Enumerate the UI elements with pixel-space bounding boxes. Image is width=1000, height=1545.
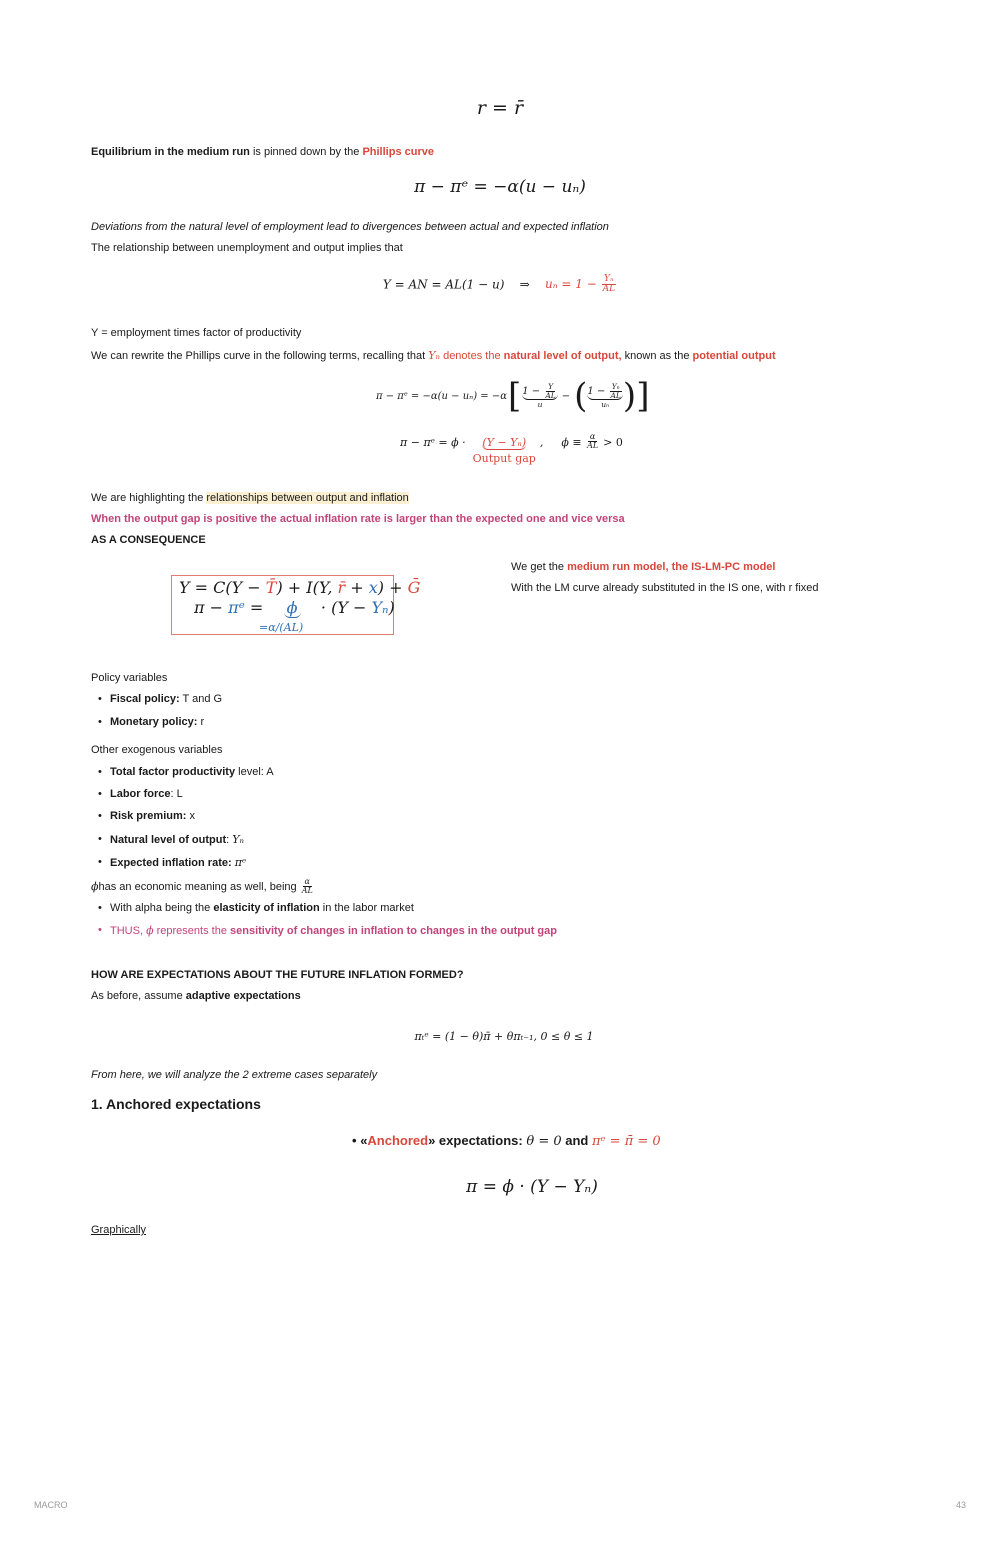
right-paren: ) — [622, 376, 637, 416]
numerator: α — [589, 432, 596, 441]
list-item-risk — [110, 810, 195, 822]
term: ) — [388, 598, 395, 617]
underbrace-u — [522, 383, 558, 401]
output-gap-term: (Y − Yₙ) — [482, 436, 527, 449]
footer-left: MACRO — [34, 1500, 68, 1510]
phi-symbol: ϕ — [146, 924, 154, 937]
rate-symbol: r̄ — [337, 578, 346, 597]
term: π − — [194, 598, 229, 617]
output-gap-label: Output gap — [472, 452, 536, 465]
paragraph-adaptive — [91, 990, 301, 1002]
underbrace-un — [587, 383, 623, 401]
denominator: AL — [301, 886, 313, 896]
underbrace-label: u — [537, 400, 543, 410]
term: ) + — [377, 578, 408, 597]
numerator: α — [304, 877, 310, 886]
list-item-expected-inflation — [110, 856, 246, 869]
equation-r-fixed: r = r̄ — [476, 97, 524, 119]
natural-unemployment-eq — [545, 274, 617, 295]
equation-left: Y = AN = AL(1 − u) — [382, 277, 505, 292]
left-paren: ( — [574, 376, 588, 416]
greater-than-zero: > 0 — [603, 436, 623, 449]
text: THUS, — [110, 925, 147, 937]
text: in the labor market — [319, 902, 414, 914]
paragraph-equilibrium — [91, 146, 434, 158]
fraction — [300, 878, 315, 896]
text: known as the — [621, 350, 693, 362]
text: With alpha being the — [110, 902, 214, 914]
math-symbol: Yₙ — [232, 833, 244, 846]
equation-output-employment — [0, 275, 1000, 295]
bullet-dot: • — [98, 833, 102, 845]
right-bracket: ] — [636, 376, 650, 416]
text: level: A — [235, 766, 274, 778]
equation-output-gap — [400, 433, 623, 465]
text: We can rewrite the Phillips curve in the following terms, recalling that — [91, 350, 429, 362]
list-item-fiscal — [110, 693, 222, 705]
term: ) + I(Y, — [276, 578, 338, 597]
denominator: AL — [602, 284, 616, 295]
text: We get the — [511, 561, 568, 573]
paragraph-employment-productivity: Y = employment times factor of productivity — [91, 327, 302, 339]
list-item-alpha — [110, 902, 414, 914]
bullet-dot: • — [98, 810, 102, 822]
text: r — [197, 716, 205, 728]
side-note-lm: With the LM curve already substituted in the IS one, with r fixed — [511, 582, 819, 594]
bullet-dot: • — [98, 924, 102, 936]
eq-lhs: uₙ = 1 − — [545, 277, 597, 292]
paragraph-from-here: From here, we will analyze the 2 extreme cases separately — [91, 1069, 378, 1081]
anchored-expectations-line — [352, 1133, 661, 1149]
highlighted-text: relationships between output and inflation — [206, 492, 409, 504]
equation-phillips-curve: π − πᵉ = −α(u − uₙ) — [414, 177, 586, 197]
text: T and G — [179, 693, 223, 705]
policy-title: Policy variables — [91, 672, 168, 684]
bullet-dot: • — [98, 716, 102, 728]
underbrace-label: uₙ — [601, 400, 610, 410]
bullet-dot: • — [352, 1133, 357, 1148]
expected-inflation-condition: πᵉ = π̄ = 0 — [591, 1134, 661, 1149]
fraction — [543, 383, 557, 400]
bold-text: Equilibrium in the medium run — [91, 146, 250, 158]
page-number: 43 — [955, 1500, 966, 1510]
term: 1 − — [587, 385, 606, 397]
left-bracket: [ — [507, 376, 522, 416]
list-item-labor — [110, 788, 183, 800]
exogenous-title: Other exogenous variables — [91, 744, 223, 756]
equation-phillips-rewritten — [376, 376, 649, 416]
potential-output-symbol: Yₙ — [428, 349, 441, 362]
paragraph-highlighting — [91, 492, 409, 504]
quote-open: « — [360, 1133, 368, 1148]
phillips-curve-link-text: Phillips curve — [362, 146, 434, 158]
paragraph-output-gap-positive: When the output gap is positive the actual inflation rate is larger than the expected one and vice versa — [91, 513, 625, 525]
government-spending-symbol: Ḡ — [407, 578, 421, 597]
bold-text: Natural level of output — [110, 834, 227, 846]
list-item-tfp — [110, 766, 274, 778]
list-item-natural-output — [110, 833, 244, 846]
section-heading-anchored: 1. Anchored expectations — [91, 1096, 261, 1112]
expected-inflation-symbol: πᵉ — [228, 598, 245, 617]
phi-definition: ϕ ≡ — [561, 436, 582, 449]
is-equation — [179, 578, 420, 597]
text: We are highlighting the — [91, 492, 207, 504]
anchored-word: Anchored — [367, 1133, 429, 1148]
bullet-dot: • — [98, 856, 102, 868]
group-un — [587, 383, 623, 410]
term: · (Y − — [320, 598, 372, 617]
bold-text: Risk premium: — [110, 810, 187, 822]
paragraph-phi-meaning — [91, 878, 315, 896]
minus: − — [561, 390, 571, 402]
bold-text: Fiscal policy: — [110, 693, 180, 705]
numerator: Yₙ — [604, 274, 614, 284]
bold-text: potential output — [692, 350, 776, 362]
side-note-model — [511, 561, 775, 573]
implies-arrow: ⇒ — [519, 277, 530, 292]
model-name: medium run model, the IS-LM-PC model — [567, 561, 776, 573]
text: » expectations: — [428, 1133, 527, 1148]
numerator: Y — [548, 381, 554, 391]
bullet-dot: • — [98, 766, 102, 778]
bold-text: natural level of output, — [503, 350, 622, 362]
paragraph-relationship: The relationship between unemployment and output implies that — [91, 242, 403, 254]
text: : L — [170, 788, 183, 800]
phi-symbol: ϕ — [284, 598, 301, 618]
denominator: AL — [545, 390, 556, 400]
heading-expectations: HOW ARE EXPECTATIONS ABOUT THE FUTURE INFLATION FORMED? — [91, 969, 464, 981]
bold-text: Monetary policy: — [110, 716, 198, 728]
bold-text: Labor force — [110, 788, 171, 800]
term: 1 − — [522, 385, 541, 397]
phi-underbrace-label: =α/(AL) — [259, 621, 304, 634]
math-symbol: πᵉ — [234, 856, 247, 869]
plus: + — [345, 578, 369, 597]
fraction — [609, 383, 623, 400]
term: = — [244, 598, 269, 617]
text: represents the — [153, 925, 230, 937]
eq-lhs: π − πᵉ = −α(u − uₙ) = −α — [376, 390, 507, 402]
bold-text: Total factor productivity — [110, 766, 236, 778]
eq-lhs: π − πᵉ = ϕ · — [400, 436, 466, 449]
risk-premium-symbol: x — [368, 578, 378, 597]
text: x — [186, 810, 195, 822]
text: and — [561, 1133, 592, 1148]
output-gap-group — [473, 433, 536, 465]
comma: , — [539, 436, 544, 449]
bold-text: elasticity of inflation — [213, 902, 320, 914]
bullet-dot: • — [98, 693, 102, 705]
bold-text: sensitivity of changes in inflation to changes in the output gap — [230, 925, 557, 937]
term: Y = C(Y − — [179, 578, 266, 597]
heading-consequence: AS A CONSEQUENCE — [91, 534, 206, 546]
taxes-symbol: T̄ — [265, 578, 277, 597]
text: As before, assume — [91, 990, 186, 1002]
potential-output-symbol: Yₙ — [371, 598, 389, 617]
group-u — [522, 383, 558, 410]
text: has an economic meaning as well, being — [98, 880, 297, 893]
pc-equation — [194, 598, 395, 618]
text: is pinned down by the — [249, 146, 363, 158]
paragraph-deviations: Deviations from the natural level of employment lead to divergences between actual and expected inflation — [91, 221, 609, 233]
paragraph-rewrite — [91, 349, 776, 362]
phi-symbol: ϕ — [91, 880, 99, 894]
fraction — [601, 275, 617, 295]
list-item-phi-sensitivity — [110, 924, 557, 937]
equation-adaptive-expectations: πₜᵉ = (1 − θ)π̄ + θπₜ₋₁, 0 ≤ θ ≤ 1 — [414, 1030, 594, 1043]
bold-text: adaptive expectations — [185, 990, 301, 1002]
bullet-dot: • — [98, 788, 102, 800]
fraction — [585, 433, 600, 451]
denominator: AL — [587, 441, 599, 451]
theta-condition: θ = 0 — [526, 1134, 562, 1149]
equation-anchored-pc: π = ϕ · (Y − Yₙ) — [466, 1177, 598, 1197]
numerator: Yₙ — [611, 381, 620, 391]
bullet-dot: • — [98, 902, 102, 914]
text: denotes the — [440, 350, 504, 362]
text: : — [226, 834, 233, 846]
graphically-link: Graphically — [91, 1224, 147, 1236]
bold-text: Expected inflation rate: — [110, 857, 232, 869]
list-item-monetary — [110, 716, 204, 728]
denominator: AL — [610, 390, 621, 400]
